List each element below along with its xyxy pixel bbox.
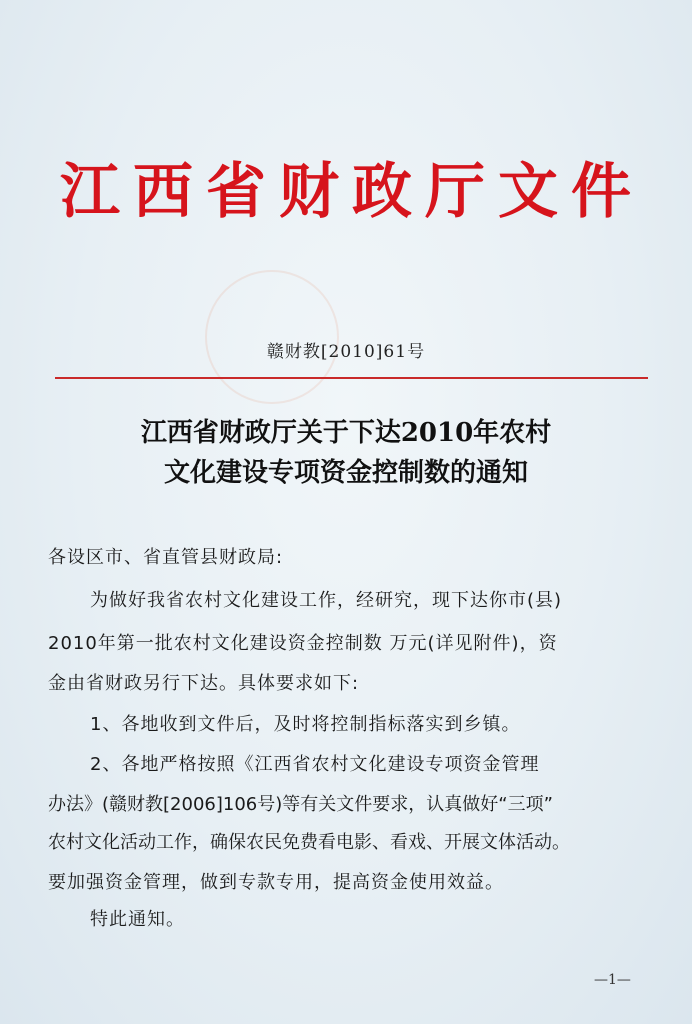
- paragraph-1-line-1: 为做好我省农村文化建设工作，经研究，现下达你市(县): [90, 590, 563, 611]
- requirement-item-1: 1、各地收到文件后，及时将控制指标落实到乡镇。: [90, 714, 521, 735]
- red-separator-line: [55, 377, 648, 379]
- notice-title-line-1: 江西省财政厅关于下达2010年农村: [140, 418, 552, 448]
- paragraph-1-line-3: 金由省财政另行下达。具体要求如下:: [48, 673, 360, 694]
- issuer-header-title: 江西省财政厅文件: [60, 157, 644, 227]
- requirement-item-2-line-2: 办法》(赣财教[2006]106号)等有关文件要求，认真做好“三项”: [48, 794, 553, 815]
- requirement-item-2-line-3: 农村文化活动工作，确保农民免费看电影、看戏、开展文体活动。: [48, 832, 570, 853]
- closing-remark: 特此通知。: [90, 909, 185, 930]
- document-number: 赣财教[2010]61号: [266, 342, 426, 362]
- requirement-item-2-line-4: 要加强资金管理，做到专款专用，提高资金使用效益。: [48, 872, 504, 893]
- page-number: —1—: [594, 972, 631, 988]
- salutation: 各设区市、省直管县财政局:: [48, 547, 284, 568]
- requirement-item-2-line-1: 2、各地严格按照《江西省农村文化建设专项资金管理: [90, 754, 540, 775]
- paragraph-1-line-2: 2010年第一批农村文化建设资金控制数 万元(详见附件)，资: [48, 633, 558, 654]
- notice-title-line-2: 文化建设专项资金控制数的通知: [163, 458, 528, 488]
